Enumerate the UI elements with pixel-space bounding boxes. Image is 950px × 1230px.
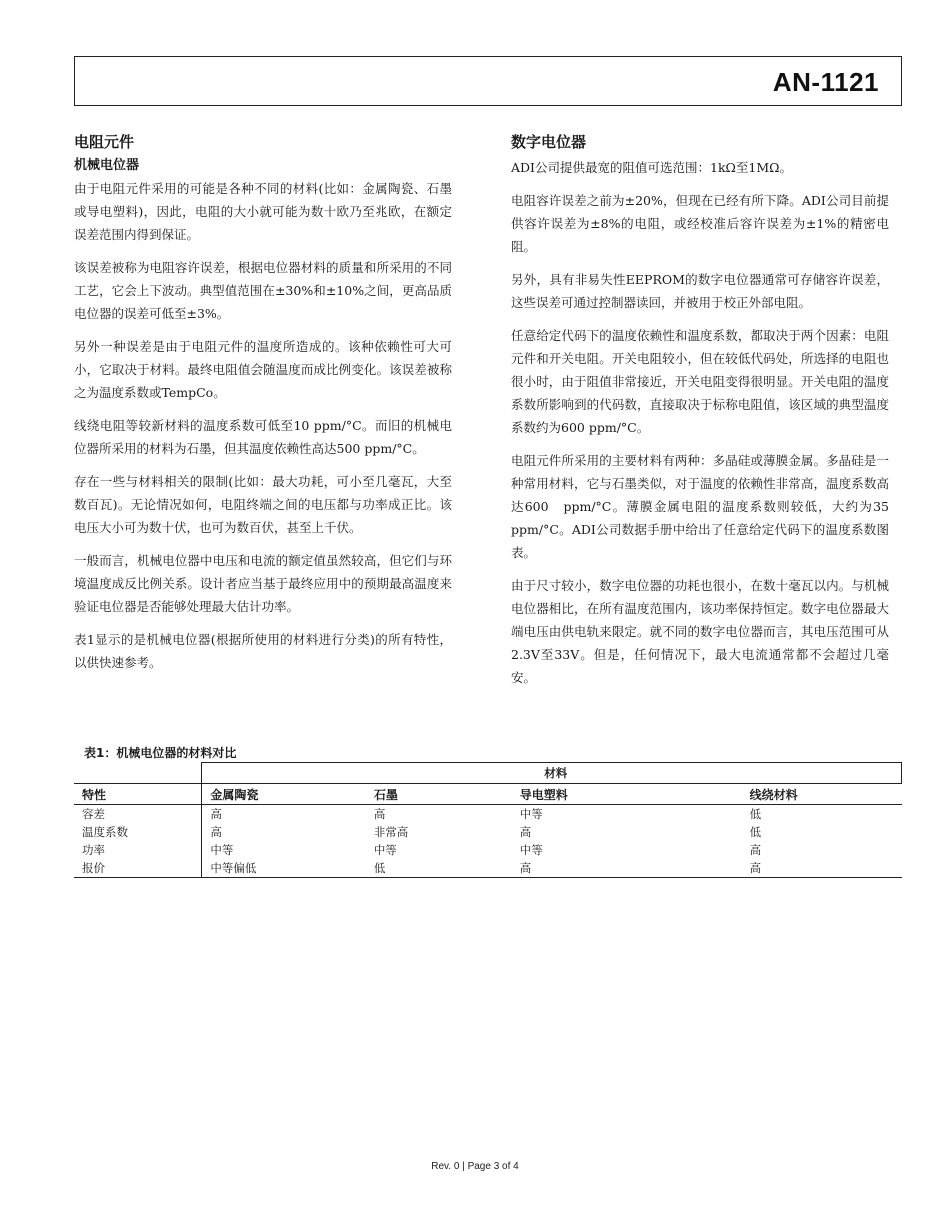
table-cell: 中等 — [519, 843, 543, 857]
paragraph: 线绕电阻等较新材料的温度系数可低至10 ppm/°C。而旧的机械电位器所采用的材料为石墨，但其温度依赖性高达500 ppm/°C。 — [74, 418, 452, 456]
table-group-header-row — [74, 763, 902, 784]
table-cell: 高 — [202, 823, 366, 841]
table-cell: 高 — [373, 807, 386, 821]
table-row — [74, 859, 902, 878]
table-header-row — [74, 784, 902, 805]
table-cell: 中等 — [373, 843, 397, 857]
right-column — [511, 132, 889, 699]
table-caption: 表1：机械电位器的材料对比 — [84, 746, 237, 760]
left-column — [74, 132, 452, 684]
table-cell: 功率 — [82, 843, 105, 857]
table-cell: 高 — [512, 859, 742, 878]
table-header-cell: 石墨 — [366, 784, 512, 805]
table-cell: 高 — [749, 843, 762, 857]
table-cell: 低 — [749, 807, 762, 821]
table-cell: 低 — [749, 825, 762, 839]
table-header-cell: 导电塑料 — [512, 784, 742, 805]
paragraph: 由于尺寸较小，数字电位器的功耗也很小，在数十毫瓦以内。与机械电位器相比，在所有温度范围内，该功率保持恒定。数字电位器最大端电压由供电轨来限定。就不同的数字电位器而言，其电压范围可从2.3V至33V。但是，任何情况下，最大电流通常都不会超过几毫安。 — [511, 578, 889, 685]
table-row — [74, 841, 902, 859]
table-cell: 报价 — [74, 859, 202, 878]
table-cell: 中等 — [202, 841, 366, 859]
table-cell: 非常高 — [373, 825, 409, 839]
materials-table — [74, 762, 902, 878]
table-cell: 温度系数 — [82, 825, 128, 839]
document-id: AN-1121 — [772, 67, 879, 97]
table-header-cell: 特性 — [74, 784, 202, 805]
table-cell: 中等 — [519, 807, 543, 821]
table-empty-cell — [74, 763, 202, 784]
paragraph: ADI公司提供最宽的阻值可选范围：1kΩ至1MΩ。 — [511, 160, 792, 175]
table-row — [74, 823, 902, 841]
table-cell: 高 — [742, 859, 902, 878]
paragraph: 存在一些与材料相关的限制(比如：最大功耗，可小至几毫瓦，大至数百瓦)。无论情况如何，电阻终端之间的电压都与功率成正比。该电压大小可为数十伏，也可为数百伏，甚至上千伏。 — [74, 474, 452, 535]
table-cell: 高 — [519, 825, 532, 839]
table-cell: 低 — [366, 859, 512, 878]
paragraph: 任意给定代码下的温度依赖性和温度系数，都取决于两个因素：电阻元件和开关电阻。开关电阻较小，但在较低代码处，所选择的电阻也很小时，由于阻值非常接近，开关电阻变得很明显。开关电阻的温度系数所影响到的代码数，直接取决于标称电阻值，该区域的典型温度系数约为600 ppm/°C。 — [511, 328, 889, 435]
header-box — [74, 56, 902, 106]
paragraph: 表1显示的是机械电位器(根据所使用的材料进行分类)的所有特性，以供快速参考。 — [74, 632, 452, 670]
paragraph: 一般而言，机械电位器中电压和电流的额定值虽然较高，但它们与环境温度成反比例关系。设计者应当基于最终应用中的预期最高温度来验证电位器是否能够处理最大估计功率。 — [74, 553, 452, 614]
table-header-cell: 金属陶瓷 — [202, 784, 366, 805]
paragraph: 电阻容许误差之前为±20%，但现在已经有所下降。ADI公司目前提供容许误差为±8%的电阻，或经校准后容许误差为±1%的精密电阻。 — [511, 193, 889, 254]
paragraph: 该误差被称为电阻容许误差，根据电位器材料的质量和所采用的不同工艺，它会上下波动。典型值范围在±30%和±10%之间，更高品质电位器的误差可低至±3%。 — [74, 260, 452, 321]
table-group-header: 材料 — [202, 763, 902, 784]
page-footer: Rev. 0 | Page 3 of 4 — [431, 1161, 519, 1172]
section-title-digital-pot: 数字电位器 — [511, 133, 587, 151]
table-header-cell: 线绕材料 — [742, 784, 902, 805]
paragraph: 另外，具有非易失性EEPROM的数字电位器通常可存储容许误差，这些误差可通过控制器读回，并被用于校正外部电阻。 — [511, 272, 889, 310]
table-cell: 高 — [202, 805, 366, 824]
subsection-title-mechanical-pot: 机械电位器 — [74, 158, 140, 173]
paragraph: 另外一种误差是由于电阻元件的温度所造成的。该种依赖性可大可小，它取决于材料。最终电阻值会随温度而成比例变化。该误差被称之为温度系数或TempCo。 — [74, 339, 452, 400]
table-row — [74, 805, 902, 824]
paragraph: 由于电阻元件采用的可能是各种不同的材料(比如：金属陶瓷、石墨或导电塑料)，因此，电阻的大小就可能为数十欧乃至兆欧，在额定误差范围内得到保证。 — [74, 181, 452, 242]
table-cell: 容差 — [82, 807, 105, 821]
section-title-resistor-element: 电阻元件 — [74, 133, 135, 151]
paragraph: 电阻元件所采用的主要材料有两种：多晶硅或薄膜金属。多晶硅是一种常用材料，它与石墨类似，对于温度的依赖性非常高，温度系数高达600 ppm/°C。薄膜金属电阻的温度系数则较低，大约为35 ppm/°C。ADI公司数据手册中给出了任意给定代码下的温度系数图表。 — [511, 453, 889, 560]
table-cell: 中等偏低 — [202, 859, 366, 878]
